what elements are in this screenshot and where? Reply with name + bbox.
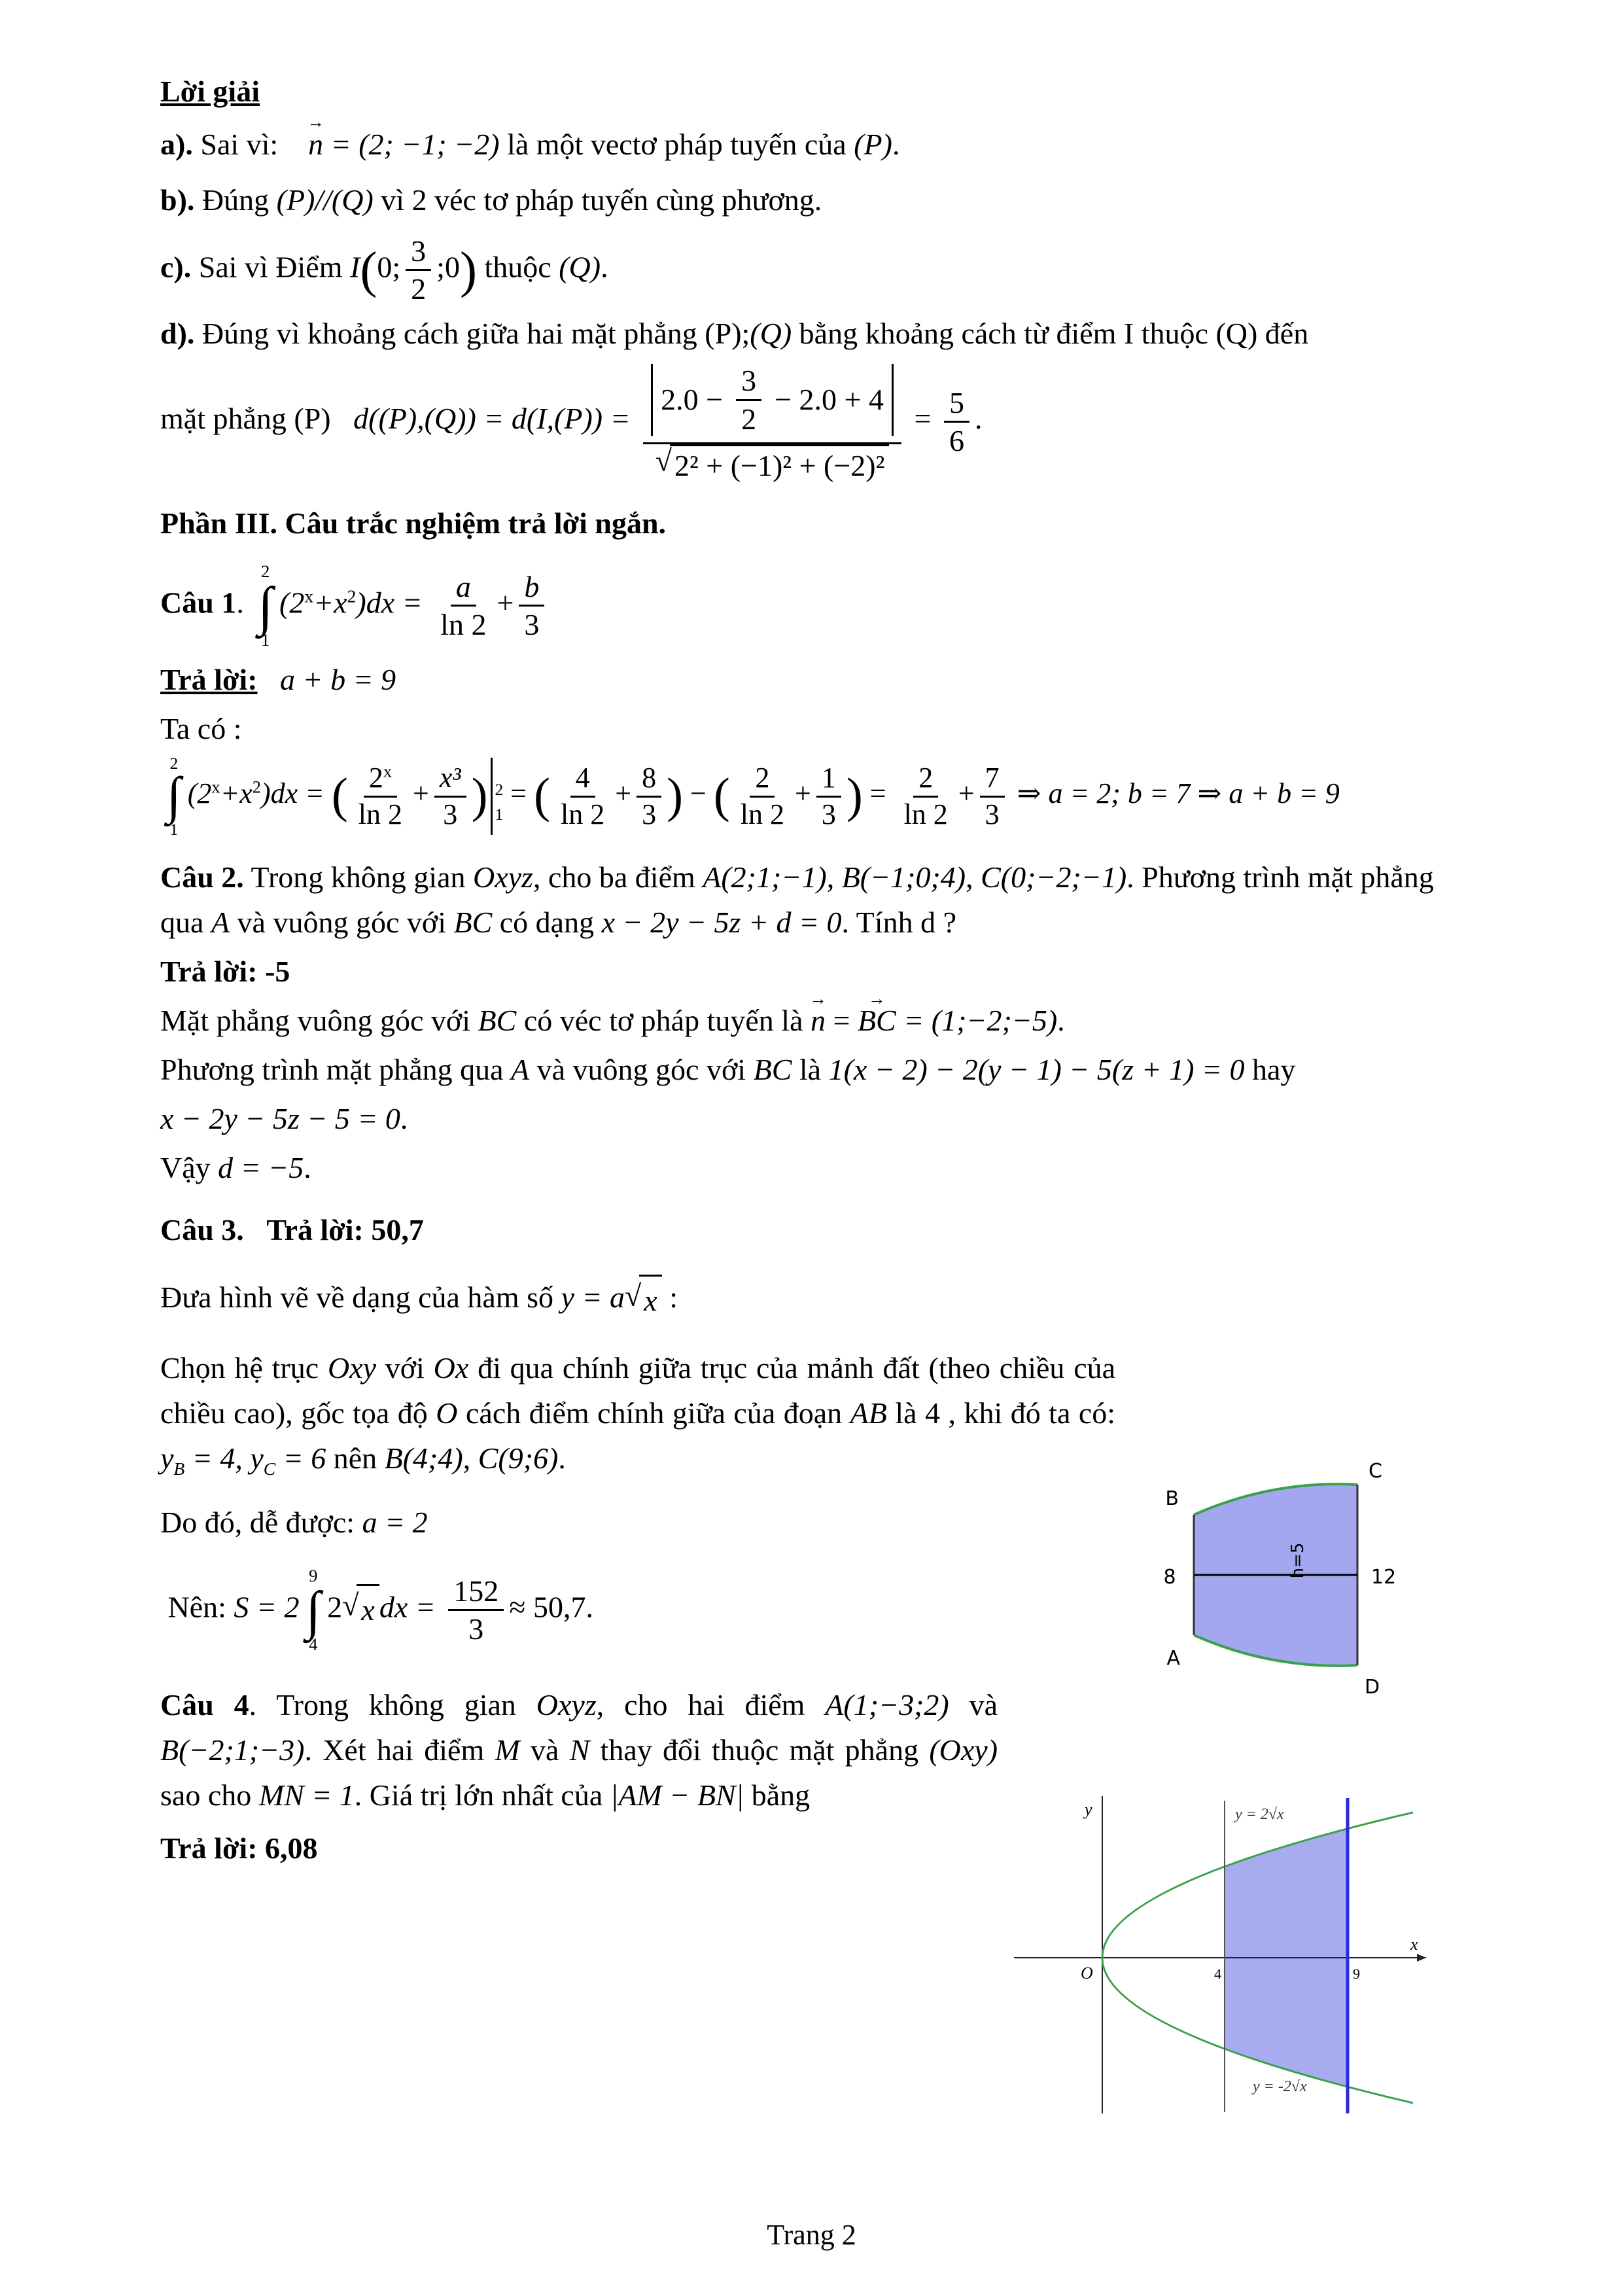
text-run: và vuông góc với [237,906,446,940]
label-B: B [1165,1487,1179,1510]
math-run: )dx = [261,777,324,810]
question-2-label: Câu 2. [160,860,244,894]
vector-n: n → [811,998,826,1043]
origin-label: O [1081,1964,1093,1983]
math-run: ;0 [436,250,460,284]
question-3-p4 [160,1567,1115,1653]
fraction-denominator: 3 [443,798,458,830]
integral-sign: ∫ [305,1580,321,1640]
fraction [899,761,953,832]
question-4-block [160,1682,998,1871]
question-2-sol-line2 [160,1047,1466,1092]
text-run: Sai vì: [200,128,279,161]
fraction-denominator: ln 2 [358,798,403,830]
curve-equation-bottom: y = -2√x [1253,2078,1307,2095]
integral-upper-limit: 2 [260,561,270,581]
eval-lower-limit: 1 [495,805,504,824]
math-run: BC [753,1053,792,1087]
part-iii-heading-line [160,501,1466,546]
math-run: + [795,777,811,810]
integral [305,1567,321,1653]
question-2-sol-line3 [160,1096,1466,1141]
text-run: , [462,1441,471,1475]
text-run: Nên: [167,1590,226,1624]
text-run: vì 2 véc tơ pháp tuyến cùng phương. [381,183,822,217]
radical-sign: √ [342,1589,359,1623]
question-4-answer-line [160,1826,998,1871]
radical-sign: √ [655,444,672,478]
item-c-label: c). [160,250,192,284]
math-run: = (1;−2;−5) [903,1004,1058,1038]
math-run: y = a [561,1280,625,1315]
text-run: . [892,128,900,161]
y-axis-label: y [1085,1800,1092,1819]
integral [167,755,181,838]
math-run: (Q) [750,317,792,351]
question-4-label: Câu 4 [160,1687,249,1722]
answer-label: Trả lời: 6,08 [160,1831,318,1865]
text-run: . [304,1151,311,1185]
math-run: 0; [377,250,401,284]
label-height: h=5 [1288,1542,1308,1579]
text-run: Sai vì Điểm [198,250,343,284]
math-run: I [350,250,360,284]
math-run: AB [850,1396,887,1430]
text-run: với [385,1351,425,1385]
math-run: A(1;−3;2) [825,1687,949,1722]
close-paren: ) [471,768,488,823]
close-paren: ) [459,241,477,298]
math-run: y [250,1441,264,1475]
math-run [250,1441,276,1479]
square-root [342,1584,379,1633]
fraction [435,569,491,643]
text-run: . [558,1441,566,1475]
fraction [353,761,408,832]
fraction [944,385,969,459]
text-run: , [826,860,835,894]
text-run: Ta có : [160,711,242,745]
fraction-numerator: b [519,569,544,607]
text-run: . Trong không gian [249,1687,516,1722]
text-run: và [969,1687,998,1722]
superscript: x [383,761,393,781]
integral [258,563,273,649]
label-width-right: 12 [1370,1566,1397,1589]
fraction-numerator: 4 [570,761,595,798]
text-run: thay đổi thuộc mặt phẳng [600,1733,919,1767]
abs-bar [651,364,653,436]
square-root [625,1275,662,1323]
math-run: x − 2y − 5z − 5 = 0 [160,1102,400,1136]
answer-label: Trả lời: 50,7 [266,1213,424,1247]
math-run: − 2.0 + 4 [775,383,884,417]
fraction-denominator: 3 [821,798,836,830]
math-run: B(4;4) [384,1441,463,1475]
math-run: d = −5 [218,1151,304,1185]
text-run: Mặt phẳng vuông góc với [160,1004,471,1038]
math-run: y [160,1441,174,1475]
question-3-label: Câu 3. [160,1213,244,1247]
text-run: Phương trình mặt phẳng qua [160,1053,504,1087]
math-run: Ox [433,1351,469,1385]
text-run: Do đó, dễ được: [160,1505,355,1539]
label-A: A [1166,1647,1180,1670]
text-run: , [966,860,973,894]
text-run: . [1057,1004,1065,1038]
fraction-numerator: 8 [637,761,661,798]
text-run: nên [333,1441,377,1475]
text-run: thuộc [484,250,551,284]
page-number: Trang 2 [767,2219,856,2251]
question-3-solution-block [160,1275,1115,1653]
math-run: (P) [854,128,892,161]
text-run: Chọn hệ trục [160,1351,319,1385]
question-3-p1 [160,1275,1115,1323]
math-run: Oxyz [472,860,533,894]
integral-lower-limit: 1 [169,819,179,839]
text-run: và [531,1733,559,1767]
text-run: hay [1251,1053,1296,1087]
math-run: MN = 1 [258,1778,355,1812]
question-3-p2 [160,1345,1115,1483]
radicand: x [639,1275,661,1323]
question-1-label: Câu 1 [160,586,237,620]
fraction-numerator: 152 [448,1573,504,1611]
math-run: a = 2 [362,1505,428,1539]
question-4 [160,1682,998,1818]
fraction [519,569,544,643]
integral-sign: ∫ [167,767,181,825]
text-run: . [400,1102,408,1136]
math-run: dx = [379,1590,436,1624]
text-run: đi qua chính giữa trục của mảnh đất (theo chiều của chiều cao), gốc tọa độ [160,1351,1116,1430]
question-3-p3 [160,1500,1115,1545]
fraction-numerator [364,761,397,798]
radical-sign: √ [625,1279,642,1313]
solution-heading-line [160,69,1466,114]
math-run: 1(x − 2) − 2(y − 1) − 5(z + 1) = 0 [828,1053,1245,1087]
fraction [980,761,1005,832]
superscript: x [304,586,314,607]
vector-bc: BC → [858,998,896,1043]
math-run: − [690,777,707,810]
text-run: mặt phẳng (P) [160,402,331,436]
answer-label: Trả lời: [160,662,258,696]
integral-lower-limit: 1 [260,630,270,650]
text-run: . [236,586,244,620]
close-paren: ) [846,768,863,823]
label-D: D [1365,1676,1380,1699]
vector-n: n → [308,122,323,167]
math-run: BC [453,906,493,940]
math-run: S = 2 [234,1590,300,1624]
parabola-graph-figure [994,1786,1439,2120]
text-run: sao cho [160,1778,252,1812]
subscript: C [263,1458,276,1479]
abs-bar [892,364,894,436]
text-run: là [799,1053,822,1087]
part-iii-heading: Phần III. Câu trắc nghiệm trả lời ngắn. [160,506,667,540]
math-run: B(−2;1;−3) [160,1733,305,1767]
fraction-numerator: 3 [406,233,431,271]
integral-upper-limit: 9 [309,1565,318,1585]
math-run: 2 [368,761,383,794]
text-run: . [585,1590,594,1624]
math-run: BC [478,1004,517,1038]
math-run: +x [313,586,347,620]
text-run: Vậy [160,1151,211,1185]
question-1 [160,563,1466,649]
question-3-heading [160,1207,1466,1252]
text-run: . Xét hai điểm [304,1733,485,1767]
statement-d-formula [160,360,1466,484]
x-axis-label: x [1410,1935,1418,1954]
square-root [655,444,890,484]
statement-c [160,233,1466,307]
text-run: có véc tơ pháp tuyến là [523,1004,803,1038]
fraction-denominator: 3 [524,608,540,642]
math-run: N [569,1733,590,1767]
label-C: C [1369,1460,1382,1483]
math-run: x − 2y − 5z + d = 0 [601,906,842,940]
fraction-numerator: 5 [944,385,969,423]
open-paren: ( [534,768,551,823]
fraction [434,761,466,832]
math-run: A(2;1;−1) [703,860,827,894]
fraction-denominator [650,444,895,484]
text-run: Đúng [201,183,270,217]
math-run: M [495,1733,520,1767]
fraction-numerator: a [451,569,476,607]
curve-equation-top: y = 2√x [1235,1806,1284,1823]
math-run: (2 [279,586,305,620]
fraction-numerator: 2 [750,761,775,798]
math-run: + [413,777,429,810]
math-run: = 4, [192,1441,243,1475]
text-run: Trong không gian [251,860,466,894]
math-run: +x [220,777,253,810]
fraction-numerator: x³ [434,761,466,798]
superscript: 2 [347,586,357,607]
integral-upper-limit: 2 [169,753,179,773]
math-run: C(9;6) [478,1441,559,1475]
math-run: A [511,1053,530,1087]
fraction [448,1573,504,1647]
fraction-numerator: 1 [816,761,841,798]
text-run: : [669,1280,678,1315]
math-run: + [615,777,632,810]
math-run: Oxyz [536,1687,597,1722]
fraction-denominator: 2 [411,272,427,306]
math-run: + [497,586,514,620]
math-run: |AM − BN| [610,1778,744,1812]
item-a-label: a). [160,128,193,161]
question-2-sol-line4 [160,1145,1466,1190]
math-run: (Q) [559,250,601,284]
text-run: . [601,250,608,284]
math-run: = (2; −1; −2) [330,128,500,161]
fraction [736,362,761,436]
eval-upper-limit: 2 [495,779,504,799]
math-run: = [833,1004,850,1038]
text-run: , cho hai điểm [596,1687,805,1722]
math-run: 2.0 − [661,383,724,417]
open-paren: ( [713,768,730,823]
answer-label: Trả lời: -5 [160,955,290,989]
fraction-denominator: ln 2 [561,798,605,830]
big-fraction [643,360,901,484]
radicand: 2² + (−1)² + (−2)² [670,444,889,484]
math-run: (2 [187,777,212,810]
math-run: (Oxy) [929,1733,998,1767]
label-width-left: 8 [1163,1566,1176,1589]
evaluation-bar [491,758,504,836]
math-run: a + b = 9 [280,662,396,696]
question-2 [160,855,1466,945]
text-run: là 4 , khi đó ta có: [895,1396,1116,1430]
open-paren: ( [360,241,377,298]
text-run: . Tính d ? [841,906,956,940]
math-run: ≈ 50,7 [509,1590,586,1624]
math-run: O [436,1396,458,1430]
radicand: x [357,1584,379,1633]
text-run: . [974,402,983,436]
math-run: (P)//(Q) [276,183,374,217]
math-run: 2 [327,1590,343,1624]
tick-label-9: 9 [1353,1966,1360,1982]
integral-sign: ∫ [258,575,273,636]
eval-limits [493,777,504,824]
fraction [406,233,431,307]
math-run: + [958,777,975,810]
text-run: cách điểm chính giữa của đoạn [465,1396,843,1430]
item-b-label: b). [160,183,195,217]
math-run: )dx = [356,586,423,620]
fraction-numerator: 7 [980,761,1005,798]
text-run: là một vectơ pháp tuyến của [507,128,846,161]
tick-label-4: 4 [1214,1966,1221,1982]
fraction [735,761,790,832]
text-run: . Phương trình mặt phẳng qua [160,860,1434,940]
fraction-denominator: ln 2 [740,798,784,830]
fraction-numerator: 3 [736,362,761,400]
fraction-denominator: 3 [642,798,657,830]
taco-line [160,706,1466,751]
fraction [555,761,610,832]
math-run: = [869,777,886,810]
math-run: ⇒ a = 2; b = 7 ⇒ a + b = 9 [1017,777,1340,810]
text-run: , cho ba điểm [532,860,695,894]
open-paren: ( [331,768,348,823]
fraction [637,761,661,832]
superscript: 2 [252,777,261,797]
math-run: Oxy [327,1351,376,1385]
subscript: B [173,1458,185,1479]
math-run: = [914,402,932,436]
question-1-answer-line [160,657,1466,702]
close-paren: ) [667,768,684,823]
question-1-solution-formula [160,755,1466,838]
statement-d-line1 [160,311,1466,356]
item-d-label: d). [160,317,195,351]
text-run: có dạng [499,906,595,940]
land-plot-figure [1132,1400,1406,1747]
solution-heading: Lời giải [160,75,260,108]
text-run: bằng [751,1778,811,1812]
math-run: C(0;−2;−1) [981,860,1127,894]
fraction-denominator: ln 2 [903,798,948,830]
text-run: và vuông góc với [536,1053,746,1087]
fraction-denominator: 6 [949,424,964,458]
math-run: A [211,906,230,940]
statement-a [160,122,1466,167]
math-run: d((P),(Q)) = d(I,(P)) = [353,402,631,436]
fraction [816,761,841,832]
text-run: bằng khoảng cách từ điểm I thuộc (Q) đến [799,317,1309,351]
fraction-denominator: 3 [468,1612,484,1646]
fraction-denominator: 2 [741,402,757,436]
math-run: B(−1;0;4) [841,860,966,894]
math-run: = [510,777,527,810]
superscript: x [211,777,220,797]
x-axis-arrow [1417,1954,1426,1962]
math-run [160,1441,185,1479]
text-run: Đưa hình vẽ về dạng của hàm số [160,1280,554,1315]
fraction-denominator: 3 [985,798,1000,830]
text-run: Đúng vì khoảng cách giữa hai mặt phẳng (P); [201,317,750,351]
fraction-denominator: ln 2 [440,608,487,642]
statement-b [160,177,1466,222]
fraction-numerator [643,360,901,444]
integral-lower-limit: 4 [309,1634,318,1655]
question-2-sol-line1 [160,998,1466,1043]
text-run: . Giá trị lớn nhất của [354,1778,603,1812]
fraction-numerator: 2 [913,761,938,798]
math-run: = 6 [283,1441,326,1475]
